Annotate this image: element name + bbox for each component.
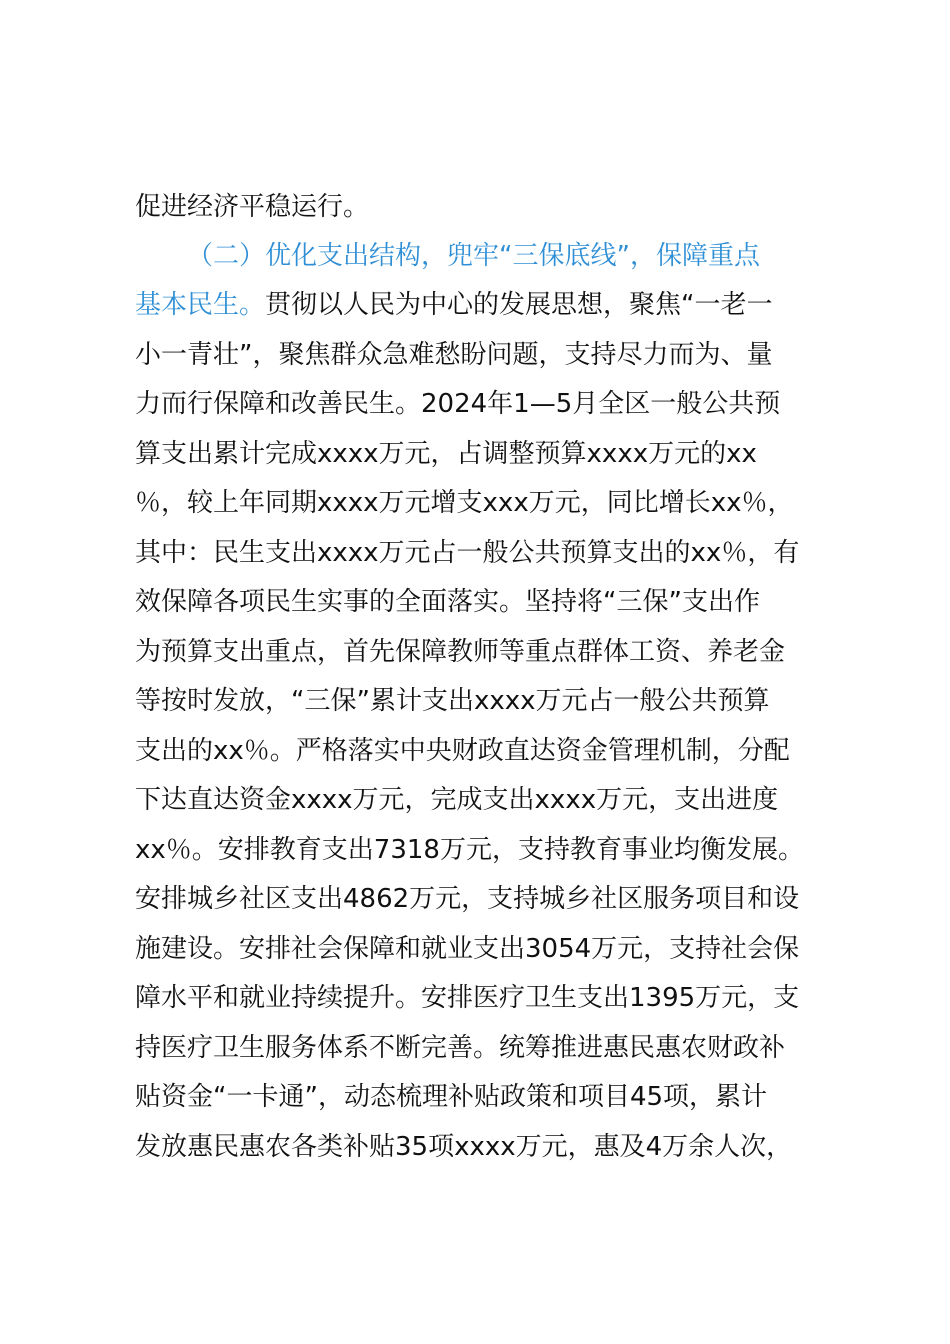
paragraph-line: 效保障各项民生实事的全面落实。坚持将“三保”支出作 xyxy=(135,587,760,617)
paragraph-line: 发放惠民惠农各类补贴35项xxxx万元，惠及4万余人次， xyxy=(135,1132,793,1162)
paragraph-line: 贯彻以人民为中心的发展思想，聚焦“一老一 xyxy=(265,290,773,320)
paragraph-line: 施建设。安排社会保障和就业支出3054万元，支持社会保 xyxy=(135,934,800,964)
paragraph-line: 下达直达资金xxxx万元，完成支出xxxx万元，支出进度 xyxy=(135,785,779,815)
paragraph-line: 为预算支出重点，首先保障教师等重点群体工资、养老金 xyxy=(135,637,786,667)
section-heading-line: 基本民生。 xyxy=(135,290,266,320)
paragraph-line: 贴资金“一卡通”，动态梳理补贴政策和项目45项，累计 xyxy=(135,1082,768,1112)
paragraph-line: 算支出累计完成xxxx万元，占调整预算xxxx万元的xx xyxy=(135,439,757,469)
paragraph-line: xx％。安排教育支出7318万元，支持教育事业均衡发展。 xyxy=(135,835,804,865)
paragraph-line: ％，较上年同期xxxx万元增支xxx万元，同比增长xx％， xyxy=(135,488,794,518)
paragraph-line: 其中：民生支出xxxx万元占一般公共预算支出的xx％，有 xyxy=(135,538,800,568)
section-heading-line: （二）优化支出结构，兜牢“三保底线”，保障重点 xyxy=(187,241,760,271)
paragraph-line: 小一青壮”，聚焦群众急难愁盼问题，支持尽力而为、量 xyxy=(135,340,773,370)
paragraph-line: 安排城乡社区支出4862万元，支持城乡社区服务项目和设 xyxy=(135,884,800,914)
paragraph-line: 力而行保障和改善民生。2024年1—5月全区一般公共预 xyxy=(135,389,781,419)
paragraph-line: 等按时发放，“三保”累计支出xxxx万元占一般公共预算 xyxy=(135,686,770,716)
paragraph-line: 持医疗卫生服务体系不断完善。统筹推进惠民惠农财政补 xyxy=(135,1033,786,1063)
paragraph-line: 促进经济平稳运行。 xyxy=(135,192,370,222)
paragraph-line: 障水平和就业持续提升。安排医疗卫生支出1395万元，支 xyxy=(135,983,800,1013)
paragraph-line: 支出的xx％。严格落实中央财政直达资金管理机制，分配 xyxy=(135,736,790,766)
